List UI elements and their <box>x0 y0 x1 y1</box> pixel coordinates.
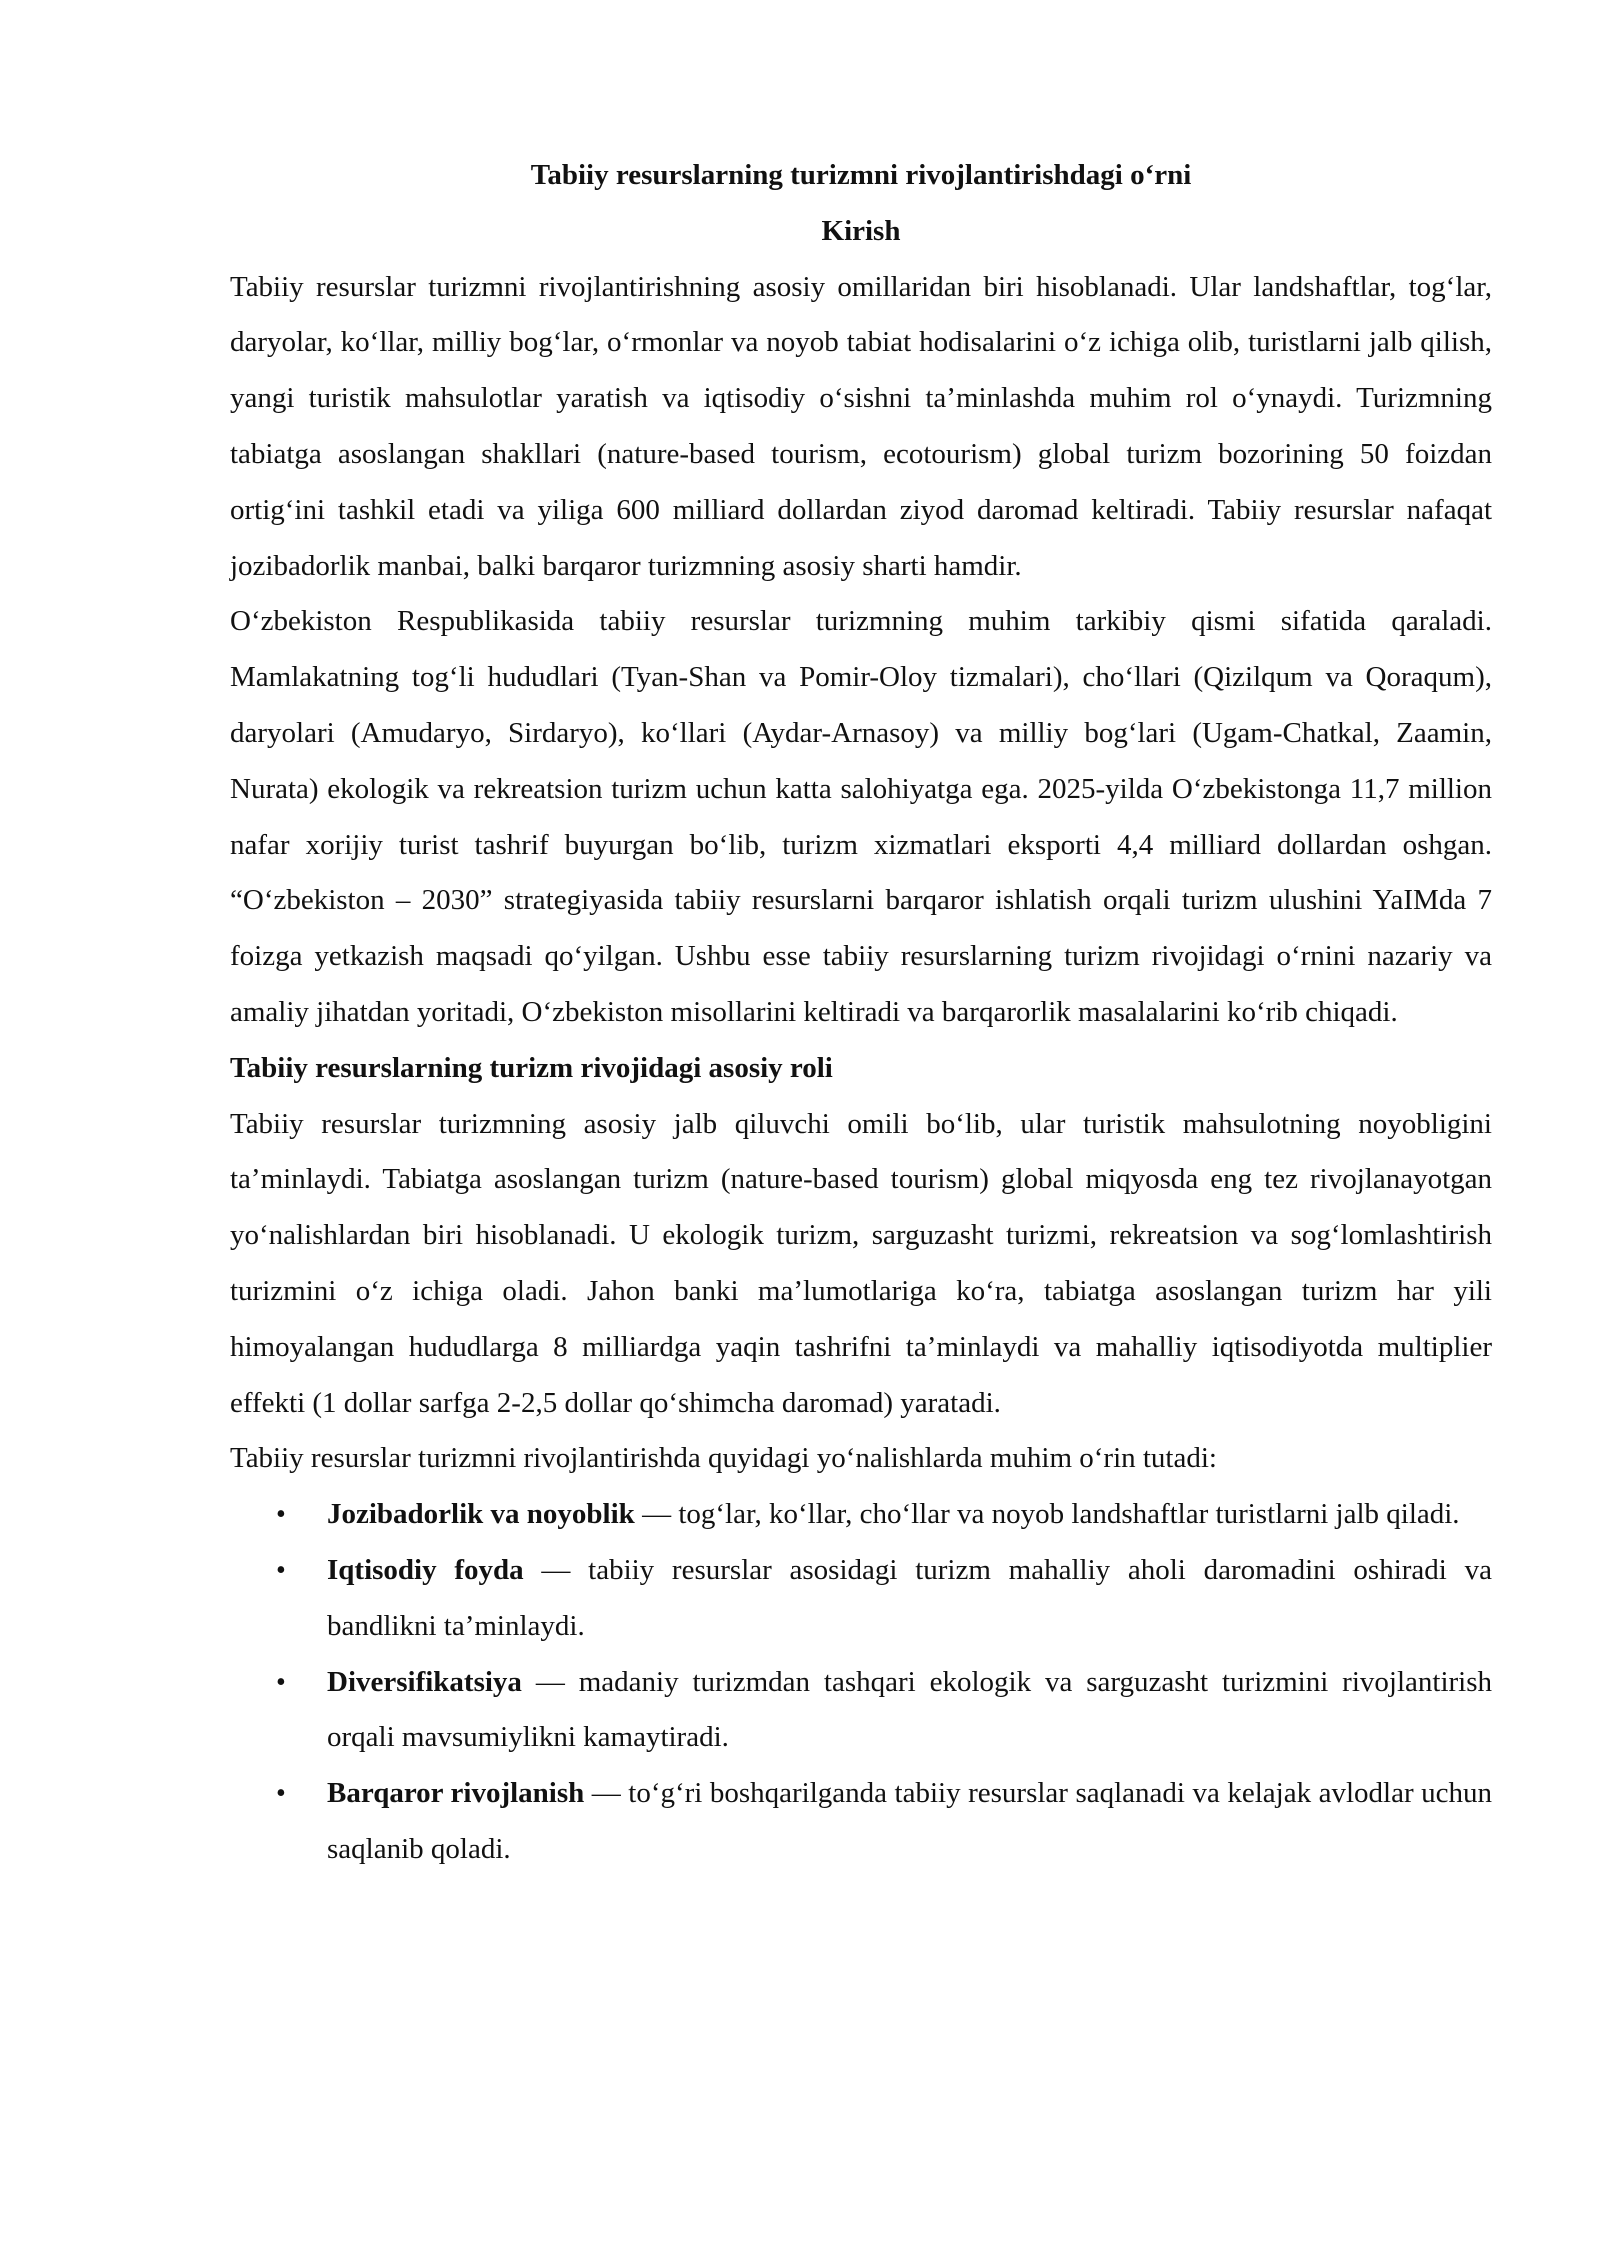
intro-paragraph-2: O‘zbekiston Respublikasida tabiiy resurslar turizmning muhim tarkibiy qismi sifatida qaraladi. Mamlakatning tog‘li hududlari (Tyan-Shan va Pomir-Oloy tizmalari), cho‘llari (Qizilqum va Qoraqum), daryolari (Amudaryo, Sirdaryo), ko‘llari (Aydar-Arnasoy) va milliy bog‘lari (Ugam-Chatkal, Zaamin, Nurata) ekologik va rekreatsion turizm uchun katta salohiyatga ega. 2025-yilda O‘zbekistonga 11,7 million nafar xorijiy turist tashrif buyurgan bo‘lib, turizm xizmatlari eksporti 4,4 milliard dollardan oshgan. “O‘zbekiston – 2030” strategiyasida tabiiy resurslarni barqaror ishlatish orqali turizm ulushini YaIMda 7 foizga yetkazish maqsadi qo‘yilgan. Ushbu esse tabiiy resurslarning turizm rivojidagi o‘rnini nazariy va amaliy jihatdan yoritadi, O‘zbekiston misollarini keltiradi va barqarorlik masalalarini ko‘rib chiqadi. <box>230 605 1492 1028</box>
bullet-text: — to‘g‘ri boshqarilganda tabiiy resurslar saqlanadi va kelajak avlodlar uchun saqlanib qoladi. <box>327 1777 1492 1865</box>
intro-heading: Kirish <box>821 214 901 247</box>
bullet-icon: • <box>276 1554 286 1586</box>
bullet-text: — tabiiy resurslar asosidagi turizm mahalliy aholi daromadini oshiradi va bandlikni ta’minlaydi. <box>327 1553 1492 1642</box>
bullet-term: Iqtisodiy foyda <box>327 1553 524 1586</box>
bullet-icon: • <box>276 1778 286 1810</box>
list-item <box>230 1766 1492 1878</box>
document-title: Tabiiy resurslarning turizmni rivojlantirishdagi o‘rni <box>530 159 1192 191</box>
bullet-term: Jozibadorlik va noyoblik <box>327 1498 635 1531</box>
bullet-list <box>230 1487 1492 1878</box>
document-body <box>230 148 1492 1878</box>
intro-paragraph-1: Tabiiy resurslar turizmni rivojlantirishning asosiy omillaridan biri hisoblanadi. Ular landshaftlar, tog‘lar, daryolar, ko‘llar, milliy bog‘lar, o‘rmonlar va noyob tabiat hodisalarini o‘z ichiga olib, turistlarni jalb qilish, yangi turistik mahsulotlar yaratish va iqtisodiy o‘sishni ta’minlashda muhim rol o‘ynaydi. Turizmning tabiatga asoslangan shakllari (nature-based tourism, ecotourism) global turizm bozorining 50 foizdan ortig‘ini tashkil etadi va yiliga 600 milliard dollardan ziyod daromad keltiradi. Tabiiy resurslar nafaqat jozibadorlik manbai, balki barqaror turizmning asosiy sharti hamdir. <box>230 270 1492 582</box>
section-heading: Tabiiy resurslarning turizm rivojidagi asosiy roli <box>230 1051 833 1084</box>
section-paragraph-2: Tabiiy resurslar turizmni rivojlantirishda quyidagi yo‘nalishlarda muhim o‘rin tutadi: <box>230 1442 1217 1475</box>
bullet-term: Barqaror rivojlanish <box>327 1777 585 1810</box>
list-item <box>230 1655 1492 1767</box>
section-paragraph-1: Tabiiy resurslar turizmning asosiy jalb qiluvchi omili bo‘lib, ular turistik mahsulotning noyobligini ta’minlaydi. Tabiatga asoslangan turizm (nature-based tourism) global miqyosda eng tez rivojlanayotgan yo‘nalishlardan biri hisoblanadi. U ekologik turizm, sarguzasht turizmi, rekreatsion va sog‘lomlashtirish turizmini o‘z ichiga oladi. Jahon banki ma’lumotlariga ko‘ra, tabiatga asoslangan turizm har yili himoyalangan hududlarga 8 milliardga yaqin tashrifni ta’minlaydi va mahalliy iqtisodiyotda multiplier effekti (1 dollar sarfga 2-2,5 dollar qo‘shimcha daromad) yaratadi. <box>230 1107 1492 1419</box>
bullet-text: — tog‘lar, ko‘llar, cho‘llar va noyob landshaftlar turistlarni jalb qiladi. <box>634 1498 1460 1531</box>
list-item <box>230 1487 1492 1543</box>
bullet-term: Diversifikatsiya <box>327 1665 522 1698</box>
bullet-icon: • <box>276 1666 286 1698</box>
list-item <box>230 1543 1492 1655</box>
bullet-icon: • <box>276 1499 286 1531</box>
bullet-text: — madaniy turizmdan tashqari ekologik va sarguzasht turizmini rivojlantirish orqali mavsumiylikni kamaytiradi. <box>327 1665 1492 1754</box>
